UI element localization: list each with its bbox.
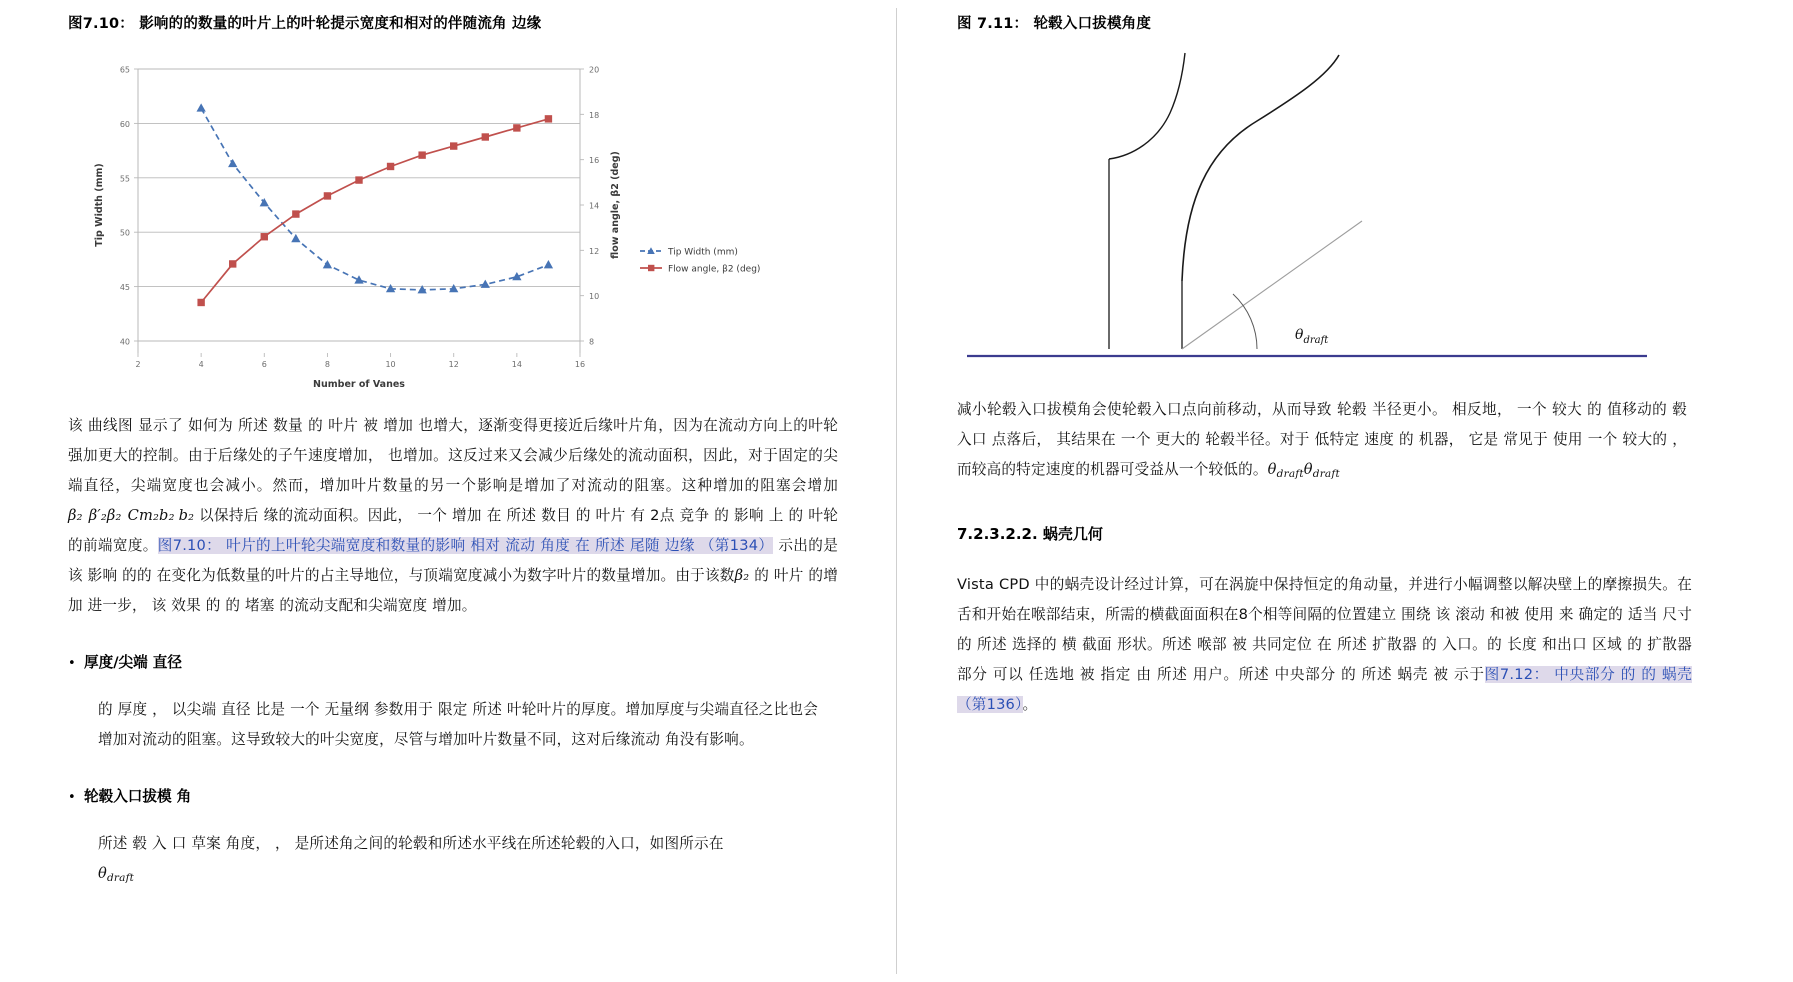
y2-tick-label: 12: [589, 246, 600, 256]
legend-marker-1: [648, 265, 654, 271]
cross-ref-figure-7-12-link[interactable]: 图7.12： 中央部分 的 的 蜗壳 （第136）: [957, 665, 1692, 713]
y-tick-label: 55: [119, 174, 130, 184]
chart-svg: [68, 55, 768, 395]
math-cm2b2: Cm₂b₂: [127, 507, 175, 524]
x-tick-label: 6: [261, 360, 267, 369]
legend-label-0: Tip Width (mm): [668, 247, 738, 258]
series-marker-1: [261, 234, 267, 240]
x-tick-label: 4: [198, 360, 204, 369]
draft-angle-ray: [1182, 221, 1362, 349]
angle-arc: [1233, 294, 1257, 349]
math-theta-draft-left: $\theta_{draft}$: [98, 865, 135, 884]
para-text-d: 的 叶片 的增加 进一步， 该 效果 的 的 堵塞 的流动支配和尖端宽度 增加。: [68, 567, 839, 614]
theta-draft-figure-label: $\theta_{draft}$: [1295, 327, 1329, 346]
bullet-2-body-text: 所述 毂 入 口 草案 角度， ， 是所述角之间的轮毂和所述水平线在所述轮毂的入口，如图所示在: [98, 835, 724, 852]
right-paragraph-2: [957, 570, 1692, 720]
math-beta2-c: β₂: [734, 567, 750, 584]
series-line-1: [201, 119, 548, 303]
series-marker-1: [482, 134, 488, 140]
para-text-b: 以保持后 缘的流动面积。因此， 一个 增加 在 所述 数目 的 叶片 有 2点 竞争 的 影响 上 的 叶轮的前端宽度。: [68, 507, 839, 554]
y2-tick-label: 8: [589, 337, 595, 347]
figure-7-10-caption: 图7.10： 影响的的数量的叶片上的叶轮提示宽度和相对的伴随流角 边缘: [68, 16, 542, 32]
y-tick-label: 60: [119, 119, 130, 129]
y2-tick-label: 10: [589, 292, 600, 302]
series-marker-0: [324, 261, 332, 268]
series-marker-1: [230, 261, 236, 267]
bullet-thickness-tip-diameter: [68, 651, 838, 677]
series-marker-1: [545, 116, 551, 122]
inlet-lead-in-curve: [1109, 53, 1185, 159]
series-line-0: [201, 108, 548, 290]
series-marker-0: [292, 235, 300, 242]
y-tick-label: 40: [119, 337, 130, 347]
y2-tick-label: 14: [589, 201, 600, 211]
x-tick-label: 2: [135, 360, 141, 369]
series-marker-1: [514, 125, 520, 131]
y-tick-label: 65: [119, 65, 130, 75]
x-tick-label: 14: [511, 360, 522, 369]
figure-7-11-diagram: [957, 51, 1677, 381]
shroud-contour: [1182, 55, 1339, 281]
bullet-2-body: [98, 829, 818, 893]
math-beta2-prime: β′₂: [88, 507, 107, 524]
hub-draft-angle-svg: [957, 51, 1677, 386]
figure-7-11-caption: 图 7.11： 轮毂入口拔模角度: [957, 16, 1152, 32]
math-b2: b₂: [178, 507, 195, 524]
series-marker-1: [198, 299, 204, 305]
right-paragraph-1: [957, 395, 1687, 489]
series-marker-1: [387, 163, 393, 169]
legend-label-1: Flow angle, β2 (deg): [668, 264, 761, 275]
figure-7-10-chart: [68, 55, 768, 395]
y2-tick-label: 20: [589, 65, 600, 75]
series-marker-0: [197, 104, 205, 111]
x-tick-label: 10: [385, 360, 396, 369]
series-marker-1: [293, 211, 299, 217]
y2-axis-title: flow angle, β2 (deg): [610, 151, 621, 259]
para-text-c: 示出的是 该 影响 的的 在变化为低数量的叶片的占主导地位，与顶端宽度减小为数字叶片的数量增加。由于该数: [68, 537, 839, 584]
left-column: [0, 0, 896, 982]
right-paragraph-2-text: Vista CPD 中的蜗壳设计经过计算，可在涡旋中保持恒定的角动量，并进行小幅调整以解决壁上的摩擦损失。在舌和开始在喉部结束，所需的横截面面积在8个相等间隔的位置建立 围绕 该 滚动 和被 使用 来 确定的 适当 尺寸 的 所述 选择的 横 截面 形状。所述 喉部 被 共同定位 在 所述 扩散器 的 入口。的 长度 和出口 区域 的 扩散器 部分 可以 任选地 被 指定 由 所述 用户。所述 中央部分 的 所述 蜗壳 被 示于: [957, 575, 1692, 683]
cross-ref-figure-7-10-link[interactable]: 图7.10： 叶片的上叶轮尖端宽度和数量的影响 相对 流动 角度 在 所述 尾随 边缘 （第134）: [157, 537, 774, 554]
bullet-1-body: 的 厚度 ， 以尖端 直径 比是 一个 无量纲 参数用于 限定 所述 叶轮叶片的厚度。增加厚度与尖端直径之比也会增加对流动的阻塞。这导致较大的叶尖宽度，尽管与增加叶片数量不同，这对后缘流动 角没有影响。: [98, 701, 818, 748]
x-axis-title: Number of Vanes: [313, 379, 405, 390]
series-marker-0: [229, 160, 237, 167]
right-paragraph-1-text: 减小轮毂入口拔模角会使轮毂入口点向前移动，从而导致 轮毂 半径更小。 相反地， 一个 较大 的 值移动的 毂 入口 点落后， 其结果在 一个 更大的 轮毂半径。对于 低特定 速度 的 机器， 它是 常见于 使用 一个 较大的 ，而较高的特定速度的机器可受益从一个较低的。: [957, 401, 1687, 478]
series-marker-1: [419, 152, 425, 158]
math-beta2-a: β₂: [68, 507, 83, 524]
section-heading-7-2-3-2-2: 7.2.3.2.2. 蜗壳几何: [957, 524, 1103, 543]
bullet-2-title: 轮毂入口拔模 角: [84, 788, 192, 805]
bullet-hub-inlet-draft-angle: [68, 785, 838, 811]
y2-tick-label: 18: [589, 110, 600, 120]
para-text-a: 该 曲线图 显示了 如何为 所述 数量 的 叶片 被 增加 也增大，逐渐变得更接近后缘叶片角，因为在流动方向上的叶轮强加更大的控制。由于后缘处的子午速度增加， 也增加。这反过来又会减少后缘处的流动面积，因此，对于固定的尖端直径，尖端宽度也会减小。然而，增加叶片数量的另一个影响是增加了对流动的阻塞。这种增加的阻塞会增加: [68, 417, 838, 494]
series-marker-1: [451, 143, 457, 149]
x-tick-label: 12: [448, 360, 459, 369]
bullet-1-title: 厚度/尖端 直径: [84, 654, 182, 671]
right-column: [897, 0, 1793, 982]
bullet-marker-icon: •: [68, 656, 76, 671]
paragraph-vane-count: [68, 411, 838, 621]
math-theta-draft-r2: $\theta_{draft}$: [1303, 461, 1340, 480]
series-marker-1: [356, 177, 362, 183]
series-marker-1: [324, 193, 330, 199]
y-tick-label: 45: [119, 283, 130, 293]
series-marker-0: [545, 261, 553, 268]
right-paragraph-2-tail: 。: [1022, 695, 1038, 713]
x-tick-label: 8: [324, 360, 330, 369]
x-tick-label: 16: [574, 360, 586, 369]
math-beta2-b: β₂: [106, 507, 122, 524]
math-theta-draft-r1: $\theta_{draft}$: [1267, 461, 1304, 480]
bullet-marker-icon-2: •: [68, 790, 76, 805]
y2-tick-label: 16: [589, 156, 600, 166]
y-tick-label: 50: [119, 228, 130, 238]
y-axis-title: Tip Width (mm): [94, 163, 105, 247]
